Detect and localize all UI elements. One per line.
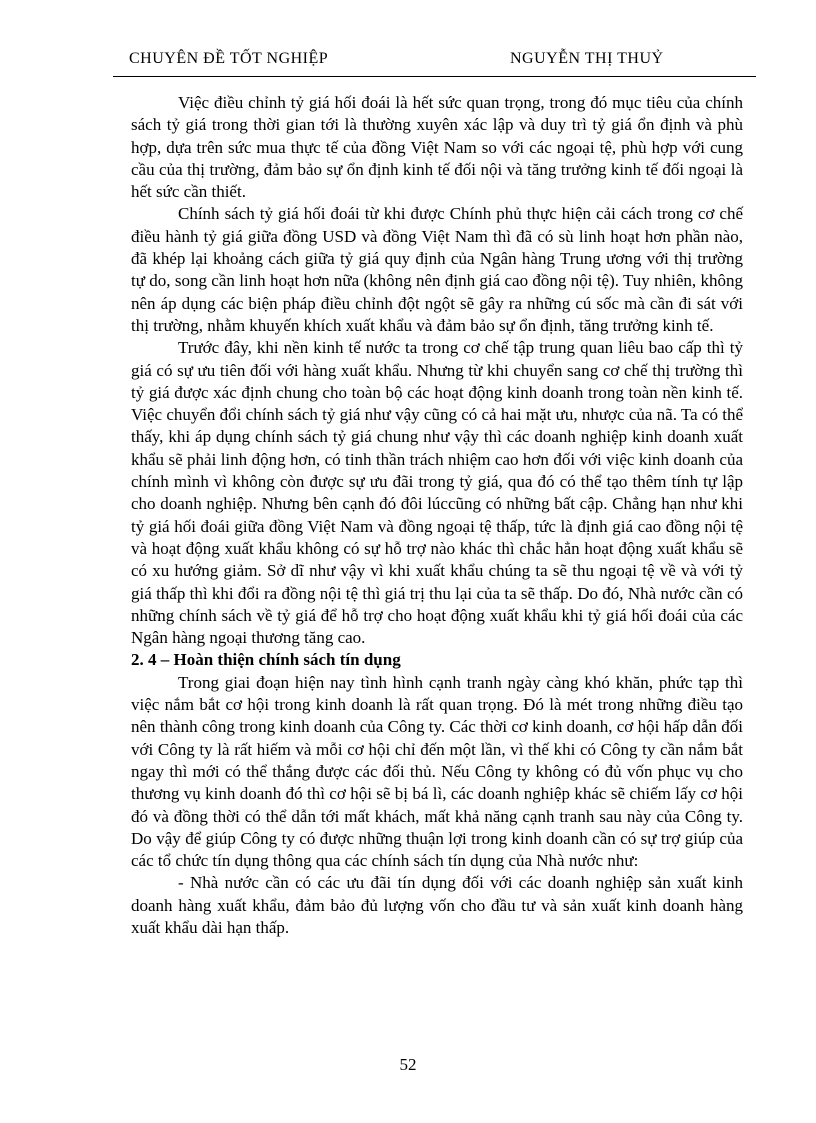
paragraph: - Nhà nước cần có các ưu đãi tín dụng đối với các doanh nghiệp sản xuất kinh doanh hàng xuất khẩu, đảm bảo đủ lượng vốn cho đầu tư và sản xuất kinh doanh hàng xuất khẩu dài hạn thấp. bbox=[131, 873, 743, 937]
paragraph: Chính sách tỷ giá hối đoái từ khi được Chính phủ thực hiện cải cách trong cơ chế điều hành tỷ giá giữa đồng USD và đồng Việt Nam thì đã có sù linh hoạt hơn phần nào, đã khép lại khoảng cách giữa tỷ giá quy định của Ngân hàng Trung ương với thị trường tự do, song cần linh hoạt hơn nữa (không nên định giá cao đồng nội tệ). Tuy nhiên, không nên áp dụng các biện pháp điều chỉnh đột ngột sẽ gây ra những cú sốc mà cần đi sát với thị trường, nhằm khuyến khích xuất khẩu và đảm bảo sự ổn định, tăng trưởng kinh tế. bbox=[131, 204, 743, 335]
header-author: NGUYỄN THỊ THUỶ bbox=[510, 50, 664, 67]
page-body bbox=[131, 92, 743, 939]
paragraph: Việc điều chỉnh tỷ giá hối đoái là hết sức quan trọng, trong đó mục tiêu của chính sách tỷ giá trong thời gian tới là thường xuyên xác lập và duy trì tỷ giá ổn định và phù hợp, dựa trên sức mua thực tế của đồng Việt Nam so với các ngoại tệ, phù hợp với cung cầu của thị trường, đảm bảo sự ổn định kinh tế đối nội và tăng trưởng kinh tế đối ngoại là hết sức cần thiết. bbox=[131, 93, 743, 202]
paragraph: Trước đây, khi nền kinh tế nước ta trong cơ chế tập trung quan liêu bao cấp thì tỷ giá có sự ưu tiên đối với hàng xuất khẩu. Nhưng từ khi chuyển sang cơ chế thị trường thì tỷ giá được xác định chung cho toàn bộ các hoạt động kinh doanh trong toàn nền kinh tế. Việc chuyển đổi chính sách tỷ giá như vậy cũng có cả hai mặt ưu, nhược của nã. Ta có thể thấy, khi áp dụng chính sách tỷ giá chung như vậy thì các doanh nghiệp kinh doanh xuất khẩu sẽ phải linh động hơn, có tinh thần trách nhiệm cao hơn đối với việc kinh doanh của chính mình vì không còn được sự ưu đãi trong tỷ giá, qua đó có thể tạo thêm tính tự lập cho doanh nghiệp. Nhưng bên cạnh đó đôi lúccũng có những bất cập. Chẳng hạn như khi tỷ giá hối đoái giữa đồng Việt Nam và đồng ngoại tệ thấp, tức là định giá cao đồng nội tệ và hoạt động xuất khẩu không có sự hỗ trợ nào khác thì chắc hẳn hoạt động xuất khẩu sẽ có xu hướng giảm. Sở dĩ như vậy vì khi xuất khẩu chúng ta sẽ thu ngoại tệ về và với tỷ giá thấp thì khi đổi ra đồng nội tệ thì giá trị thu lại của ta sẽ thấp. Do đó, Nhà nước cần có những chính sách về tỷ giá để hỗ trợ cho hoạt động xuất khẩu khi tỷ giá hối đoái của các Ngân hàng ngoại thương tăng cao. bbox=[131, 338, 743, 648]
header-title: CHUYÊN ĐỀ TỐT NGHIỆP bbox=[129, 50, 329, 67]
paragraph: Trong giai đoạn hiện nay tình hình cạnh tranh ngày càng khó khăn, phức tạp thì việc nắm bắt cơ hội trong kinh doanh là rất quan trọng. Đó là mét trong những điều tạo nên thành công trong kinh doanh của Công ty. Các thời cơ kinh doanh, cơ hội hấp dẫn đối với Công ty là rất hiếm và mỗi cơ hội chỉ đến một lần, vì thế khi có Công ty cần nắm bắt ngay thì mới có thể thắng được các đối thủ. Nếu Công ty không có đủ vốn phục vụ cho thương vụ kinh doanh đó thì cơ hội sẽ bị bá lì, các doanh nghiệp khác sẽ chiếm lấy cơ hội đó và đồng thời có thể dẫn tới mất khách, mất khả năng cạnh tranh sau này của Công ty. Do vậy để giúp Công ty có được những thuận lợi trong kinh doanh cần có sự trợ giúp của các tổ chức tín dụng thông qua các chính sách tín dụng của Nhà nước như: bbox=[131, 672, 743, 871]
page-header bbox=[113, 50, 756, 77]
section-heading: 2. 4 – Hoàn thiện chính sách tín dụng bbox=[131, 650, 401, 670]
page-number: 52 bbox=[399, 1055, 417, 1074]
